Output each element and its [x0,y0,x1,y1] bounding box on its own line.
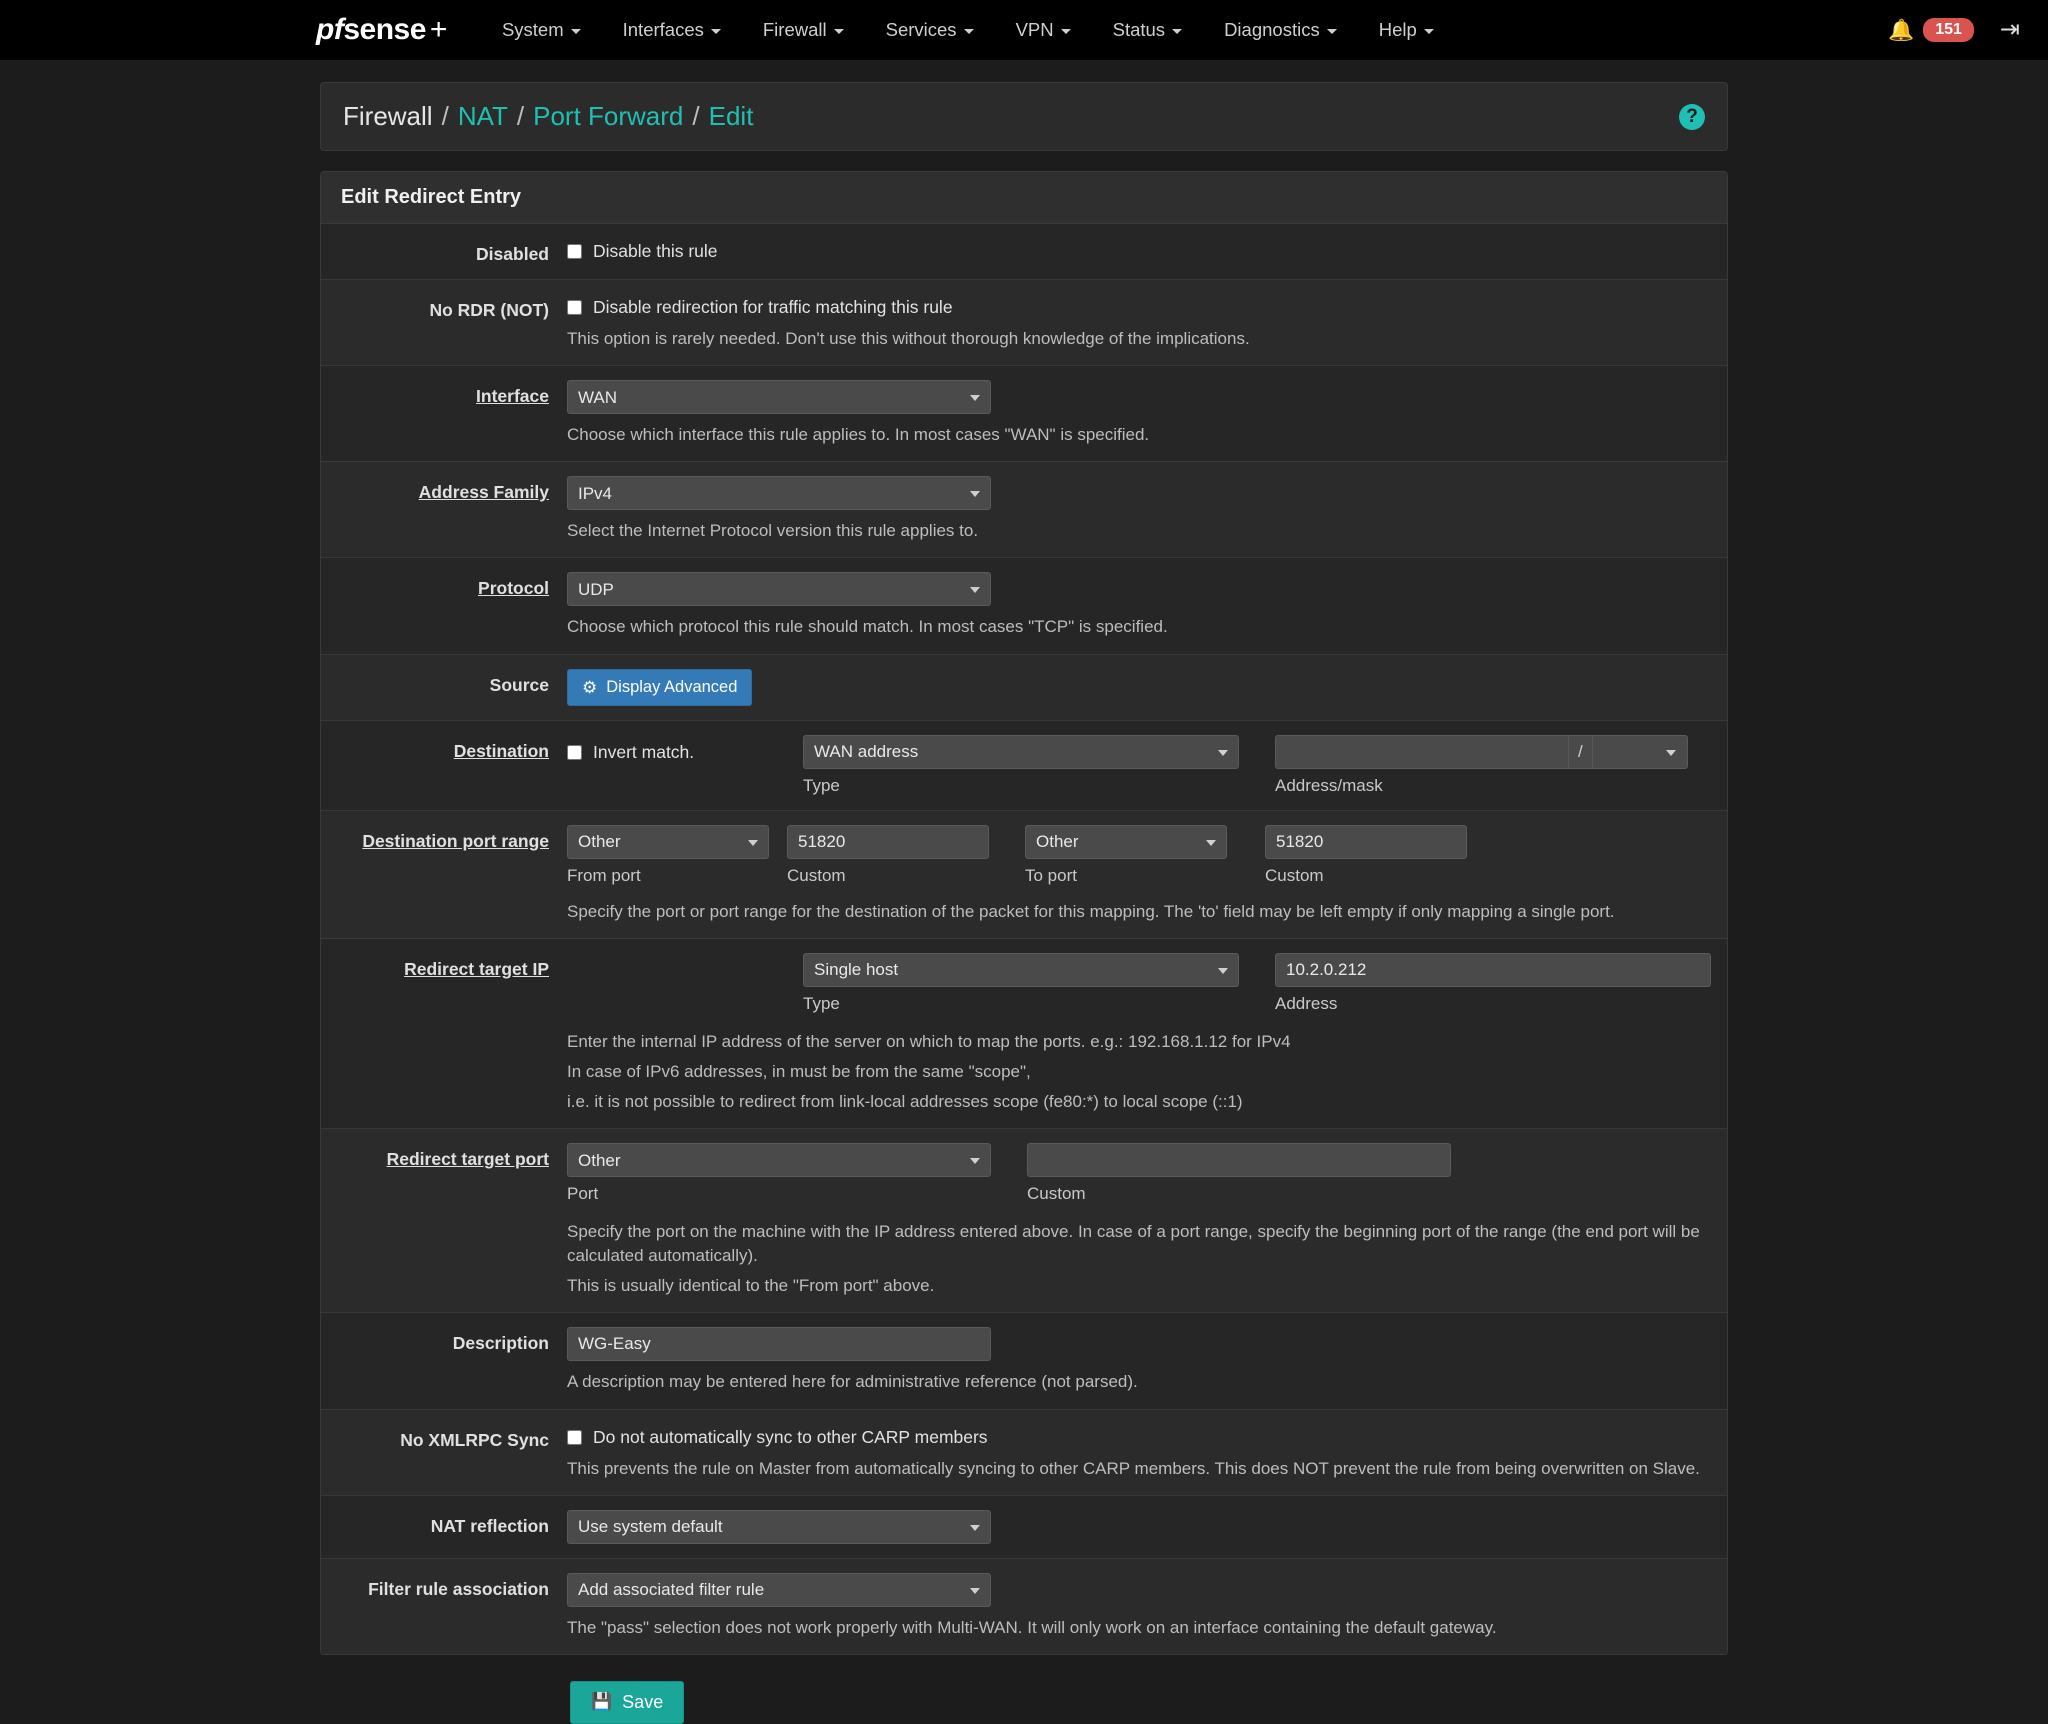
destination-type-select[interactable] [803,735,1239,769]
redirect-port-custom-sublabel: Custom [1027,1184,1086,1203]
form-actions [320,1655,1728,1724]
nav-item-diagnostics-label: Diagnostics [1224,19,1320,40]
breadcrumb [320,82,1728,151]
from-port-group [567,825,769,886]
to-custom-group [1265,825,1467,886]
control-interface [567,380,1727,447]
nav-item-firewall[interactable] [742,11,865,49]
control-protocol [567,572,1727,639]
page-container [0,82,2048,1724]
label-address-family[interactable]: Address Family [418,482,549,503]
help-icon[interactable]: ? [1679,104,1705,130]
destination-port-range-help: Specify the port or port range for the destination of the packet for this mapping. The 'to' field may be left empty if only mapping a single port. [567,901,1615,921]
filter-rule-association-select[interactable] [567,1573,991,1607]
description-input[interactable] [567,1327,991,1361]
redirect-target-address-input[interactable] [1275,953,1711,987]
alerts-indicator[interactable] [1888,18,1974,42]
label-redirect-target-ip[interactable]: Redirect target IP [404,958,549,979]
top-navbar [0,0,2048,60]
nav-item-interfaces[interactable] [602,11,742,49]
nav-item-system-label: System [501,19,564,40]
redirect-target-ip-help-3: i.e. it is not possible to redirect from link-local addresses scope (fe80:*) to local scope (::1) [567,1091,1243,1111]
label-disabled: Disabled [476,244,549,264]
row-source [321,655,1727,721]
save-button-label: Save [622,1691,664,1712]
label-filter-rule-association: Filter rule association [368,1578,549,1599]
label-destination-port-range[interactable]: Destination port range [362,830,549,851]
destination-address-input[interactable] [1276,736,1568,768]
label-nat-reflection: NAT reflection [430,1515,549,1536]
redirect-port-custom-group [1027,1143,1451,1204]
control-redirect-target-ip [567,953,1728,1114]
description-help: A description may be entered here for administrative reference (not parsed). [567,1372,1138,1392]
disable-rule-label: Disable this rule [593,241,718,261]
to-port-sublabel: To port [1025,865,1077,885]
nav-item-interfaces-label: Interfaces [622,19,704,40]
nav-item-vpn[interactable] [995,11,1092,49]
protocol-help: Choose which protocol this rule should match. In most cases "TCP" is specified. [567,617,1168,637]
control-filter-rule-association [567,1573,1727,1640]
redirect-target-address-sublabel: Address [1275,993,1338,1013]
breadcrumb-item-port-forward[interactable]: Port Forward [533,101,684,131]
address-mask-slash: / [1568,736,1593,768]
display-advanced-label: Display Advanced [606,677,738,696]
from-port-custom-input[interactable] [787,825,989,859]
row-description [321,1313,1727,1409]
redirect-port-group [567,1143,991,1204]
chevron-down-icon [711,29,721,34]
save-button[interactable] [570,1681,684,1724]
redirect-target-port-custom-input[interactable] [1027,1143,1451,1177]
nav-item-diagnostics[interactable] [1203,11,1358,49]
row-disabled [321,224,1727,280]
interface-select[interactable] [567,380,991,414]
nav-item-status-label: Status [1112,19,1166,40]
nav-item-firewall-label: Firewall [762,19,827,40]
redirect-target-port-help-2: This is usually identical to the "From port" above. [567,1276,935,1296]
nav-item-vpn-label: VPN [1015,19,1054,40]
control-no-xmlrpc-sync [567,1424,1727,1481]
redirect-port-sublabel: Port [567,1184,599,1203]
destination-address-group [1275,735,1688,796]
redirect-target-port-help-1: Specify the port on the machine with the IP address entered above. In case of a port range, specify the beginning port of the range (the end port will be calculated automatically). [567,1222,1700,1266]
label-redirect-target-port[interactable]: Redirect target port [386,1149,549,1169]
panel-title: Edit Redirect Entry [321,172,1727,224]
breadcrumb-separator: / [516,101,525,131]
label-no-xmlrpc-sync: No XMLRPC Sync [400,1429,549,1450]
chevron-down-icon [964,29,974,34]
invert-match-group [567,735,803,763]
breadcrumb-separator: / [441,101,449,131]
breadcrumb-item-firewall: Firewall [343,101,433,131]
row-protocol [321,558,1727,654]
from-custom-group [787,825,989,886]
address-family-select[interactable] [567,476,991,510]
destination-mask-select[interactable] [1593,736,1687,768]
breadcrumb-item-nat[interactable]: NAT [457,101,508,131]
redirect-target-port-select[interactable] [567,1143,991,1177]
address-family-help: Select the Internet Protocol version this rule applies to. [567,521,979,541]
control-destination-port-range [567,825,1727,924]
navbar-right [1888,18,2020,42]
row-destination-port-range [321,811,1727,939]
from-port-select[interactable] [567,825,769,859]
nav-item-system[interactable] [481,11,602,49]
control-disabled [567,238,1727,265]
row-filter-rule-association [321,1559,1727,1654]
chevron-down-icon [1424,29,1434,34]
control-no-rdr [567,294,1727,351]
row-no-xmlrpc-sync [321,1410,1727,1496]
redirect-target-type-sublabel: Type [803,993,840,1013]
destination-address-mask [1275,735,1688,769]
nav-item-help-label: Help [1378,19,1417,40]
label-protocol[interactable]: Protocol [478,578,549,599]
row-redirect-target-port [321,1129,1727,1313]
redirect-target-address-group [1275,953,1711,1014]
to-port-group [1025,825,1227,886]
chevron-down-icon [1061,29,1071,34]
row-redirect-target-ip [321,939,1727,1129]
control-nat-reflection [567,1510,1727,1544]
from-custom-sublabel: Custom [787,865,846,885]
redirect-target-type-select[interactable] [803,953,1239,987]
chevron-down-icon [571,29,581,34]
row-address-family [321,462,1727,558]
interface-help: Choose which interface this rule applies to. In most cases "WAN" is specified. [567,425,1150,445]
redirect-target-ip-help-2: In case of IPv6 addresses, in must be from the same "scope", [567,1061,1031,1081]
save-icon: 💾 [591,1692,613,1712]
logout-icon[interactable]: ⇥ [1999,16,2020,43]
nav-item-help[interactable] [1358,11,1455,49]
chevron-down-icon [834,29,844,34]
alert-count-badge: 151 [1923,18,1974,42]
chevron-down-icon [1327,29,1337,34]
protocol-select[interactable] [567,572,991,606]
control-description [567,1327,1727,1394]
row-no-rdr [321,280,1727,366]
nav-menu [481,11,1455,49]
breadcrumb-item-edit[interactable]: Edit [708,101,754,131]
nav-item-status[interactable] [1092,11,1203,49]
to-port-select[interactable] [1025,825,1227,859]
label-destination[interactable]: Destination [453,740,549,761]
destination-type-sublabel: Type [803,775,840,795]
nav-item-services[interactable] [865,11,995,49]
control-source [567,669,1727,706]
no-xmlrpc-sync-help: This prevents the rule on Master from automatically syncing to other CARP members. This does NOT prevent the rule from being overwritten on Slave. [567,1458,1700,1478]
destination-address-sublabel: Address/mask [1275,775,1383,795]
control-redirect-target-port [567,1143,1727,1298]
breadcrumb-separator: / [692,101,700,131]
disable-rule-checkbox[interactable] [567,244,582,259]
gear-icon: ⚙ [582,677,598,697]
redirect-target-ip-help-1: Enter the internal IP address of the server on which to map the ports. e.g.: 192.168.1.12 for IPv4 [567,1031,1291,1051]
no-rdr-checkbox[interactable] [567,300,582,315]
label-description: Description [452,1333,549,1354]
invert-match-checkbox[interactable] [567,745,582,760]
label-source: Source [489,674,549,695]
invert-match-label: Invert match. [593,741,695,762]
from-port-sublabel: From port [567,865,641,885]
nav-item-services-label: Services [885,19,957,40]
label-interface[interactable]: Interface [476,386,549,407]
edit-redirect-entry-panel [320,171,1728,1655]
destination-type-group [803,735,1239,796]
nat-reflection-select[interactable] [567,1510,991,1544]
brand-plus: + [429,13,447,46]
row-interface [321,366,1727,462]
redirect-target-type-group [803,953,1239,1014]
row-destination [321,721,1727,811]
bell-icon: 🔔 [1888,18,1915,42]
no-xmlrpc-sync-label: Do not automatically sync to other CARP members [593,1426,988,1447]
no-rdr-label: Disable redirection for traffic matching this rule [593,297,953,317]
no-xmlrpc-sync-checkbox[interactable] [567,1430,582,1445]
brand-pf: pf [316,13,344,46]
brand-logo[interactable] [316,13,447,47]
filter-rule-association-help: The "pass" selection does not work properly with Multi-WAN. It will only work on an interface containing the default gateway. [567,1617,1497,1637]
display-advanced-button[interactable] [567,669,752,706]
chevron-down-icon [1172,29,1182,34]
to-port-custom-input[interactable] [1265,825,1467,859]
control-address-family [567,476,1727,543]
brand-sense: sense [343,13,426,46]
no-rdr-help: This option is rarely needed. Don't use this without thorough knowledge of the implications. [567,329,1250,348]
to-custom-sublabel: Custom [1265,865,1324,885]
label-no-rdr: No RDR (NOT) [429,300,549,320]
row-nat-reflection [321,1496,1727,1559]
control-destination [567,735,1727,796]
